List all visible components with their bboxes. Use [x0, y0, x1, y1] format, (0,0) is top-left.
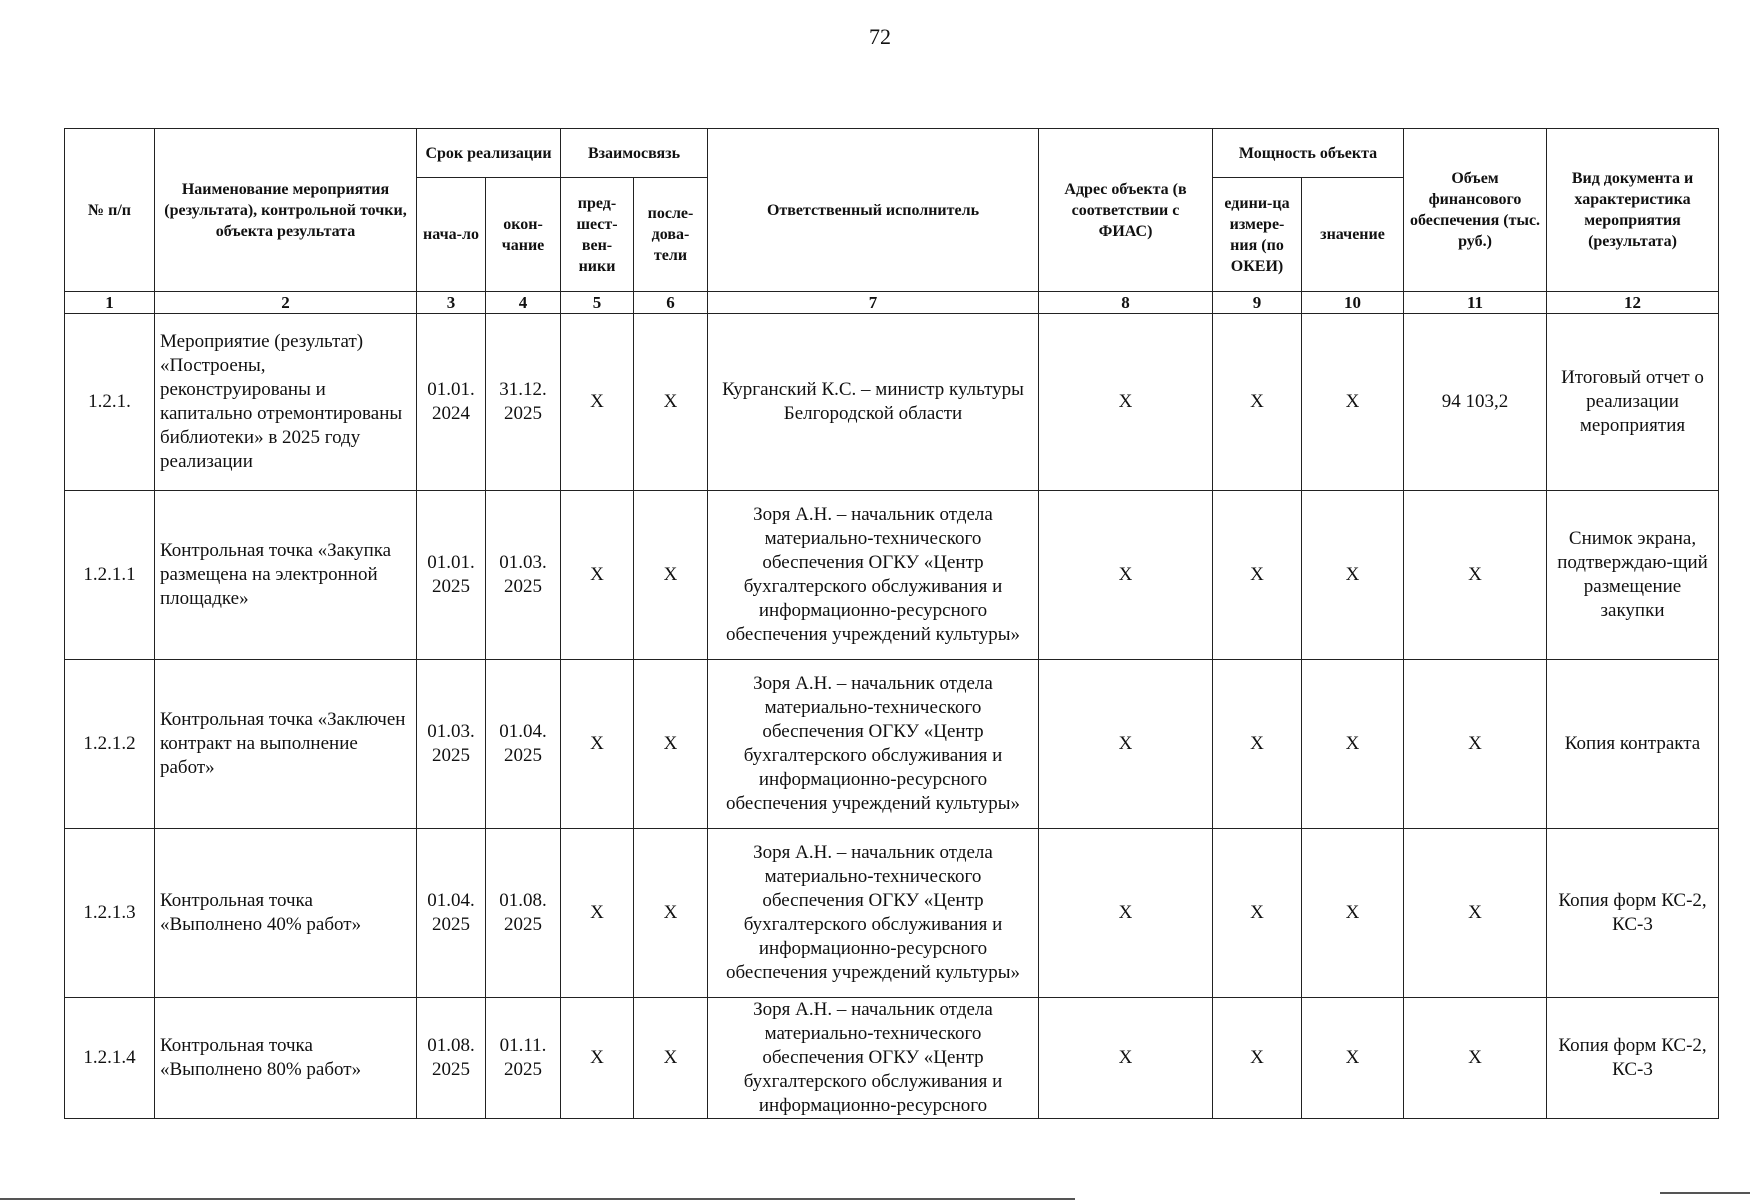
- header-address: Адрес объекта (в соответствии с ФИАС): [1039, 129, 1213, 292]
- column-number: 9: [1213, 292, 1302, 314]
- row-unit: X: [1213, 829, 1302, 998]
- row-finance: X: [1404, 829, 1547, 998]
- column-number: 5: [561, 292, 634, 314]
- row-num: 1.2.1.4: [65, 998, 155, 1119]
- header-term-end: окон-чание: [486, 178, 561, 292]
- row-name: Контрольная точка «Выполнено 40% работ»: [155, 829, 417, 998]
- row-next: X: [634, 660, 708, 829]
- row-doc: Копия форм КС-2, КС-3: [1547, 829, 1719, 998]
- row-doc: Копия контракта: [1547, 660, 1719, 829]
- header-capacity-group: Мощность объекта: [1213, 129, 1404, 178]
- row-unit: X: [1213, 660, 1302, 829]
- row-next: X: [634, 998, 708, 1119]
- row-start: 01.04. 2025: [417, 829, 486, 998]
- table-row: [65, 829, 1719, 998]
- column-number: 1: [65, 292, 155, 314]
- column-number: 4: [486, 292, 561, 314]
- row-value: X: [1302, 829, 1404, 998]
- row-value: X: [1302, 998, 1404, 1119]
- row-start: 01.01. 2025: [417, 491, 486, 660]
- header-doc: Вид документа и характеристика мероприятия (результата): [1547, 129, 1719, 292]
- row-executor: Зоря А.Н. – начальник отдела материально-технического обеспечения ОГКУ «Центр бухгалтерского обслуживания и информационно-ресурсного: [708, 998, 1039, 1119]
- header-term-start: нача-ло: [417, 178, 486, 292]
- row-num: 1.2.1.2: [65, 660, 155, 829]
- row-name: Контрольная точка «Заключен контракт на выполнение работ»: [155, 660, 417, 829]
- header-link-next: после-дова-тели: [634, 178, 708, 292]
- header-executor: Ответственный исполнитель: [708, 129, 1039, 292]
- row-executor: Зоря А.Н. – начальник отдела материально-технического обеспечения ОГКУ «Центр бухгалтерского обслуживания и информационно-ресурсного обеспечения учреждений культуры»: [708, 829, 1039, 998]
- row-executor: Зоря А.Н. – начальник отдела материально-технического обеспечения ОГКУ «Центр бухгалтерского обслуживания и информационно-ресурсного обеспечения учреждений культуры»: [708, 491, 1039, 660]
- row-num: 1.2.1.3: [65, 829, 155, 998]
- header-finance: Объем финансового обеспечения (тыс. руб.): [1404, 129, 1547, 292]
- row-executor: Зоря А.Н. – начальник отдела материально-технического обеспечения ОГКУ «Центр бухгалтерского обслуживания и информационно-ресурсного обеспечения учреждений культуры»: [708, 660, 1039, 829]
- row-start: 01.03. 2025: [417, 660, 486, 829]
- row-doc: Копия форм КС-2, КС-3: [1547, 998, 1719, 1119]
- row-end: 01.08. 2025: [486, 829, 561, 998]
- row-value: X: [1302, 491, 1404, 660]
- plan-table: [64, 128, 1719, 1119]
- row-unit: X: [1213, 314, 1302, 491]
- row-start: 01.08. 2025: [417, 998, 486, 1119]
- header-name: Наименование мероприятия (результата), контрольной точки, объекта результата: [155, 129, 417, 292]
- table-header: [65, 129, 1719, 314]
- header-capacity-unit: едини-ца измере-ния (по ОКЕИ): [1213, 178, 1302, 292]
- header-capacity-value: значение: [1302, 178, 1404, 292]
- row-finance: X: [1404, 491, 1547, 660]
- row-doc: Итоговый отчет о реализации мероприятия: [1547, 314, 1719, 491]
- row-name: Мероприятие (результат) «Построены, реконструированы и капитально отремонтированы библиотеки» в 2025 году реализации: [155, 314, 417, 491]
- row-end: 31.12. 2025: [486, 314, 561, 491]
- row-next: X: [634, 829, 708, 998]
- row-end: 01.11. 2025: [486, 998, 561, 1119]
- table-row: [65, 491, 1719, 660]
- row-address: X: [1039, 829, 1213, 998]
- row-executor: Курганский К.С. – министр культуры Белгородской области: [708, 314, 1039, 491]
- row-address: X: [1039, 660, 1213, 829]
- row-address: X: [1039, 314, 1213, 491]
- row-end: 01.03. 2025: [486, 491, 561, 660]
- header-num: № п/п: [65, 129, 155, 292]
- column-number: 3: [417, 292, 486, 314]
- row-num: 1.2.1.: [65, 314, 155, 491]
- row-unit: X: [1213, 491, 1302, 660]
- row-prev: X: [561, 998, 634, 1119]
- header-link-group: Взаимосвязь: [561, 129, 708, 178]
- row-address: X: [1039, 998, 1213, 1119]
- table-row: [65, 998, 1719, 1119]
- row-prev: X: [561, 491, 634, 660]
- column-numbers-row: [65, 292, 1719, 314]
- row-doc: Снимок экрана, подтверждаю-щий размещение закупки: [1547, 491, 1719, 660]
- column-number: 7: [708, 292, 1039, 314]
- row-next: X: [634, 314, 708, 491]
- row-finance: 94 103,2: [1404, 314, 1547, 491]
- row-prev: X: [561, 829, 634, 998]
- scan-edge-line: [1660, 1192, 1750, 1194]
- table-body: [65, 314, 1719, 1119]
- row-end: 01.04. 2025: [486, 660, 561, 829]
- column-number: 8: [1039, 292, 1213, 314]
- header-link-prev: пред-шест-вен-ники: [561, 178, 634, 292]
- row-prev: X: [561, 314, 634, 491]
- column-number: 10: [1302, 292, 1404, 314]
- row-value: X: [1302, 314, 1404, 491]
- column-number: 11: [1404, 292, 1547, 314]
- table-row: [65, 314, 1719, 491]
- page-number: 72: [869, 24, 891, 49]
- row-value: X: [1302, 660, 1404, 829]
- column-number: 2: [155, 292, 417, 314]
- row-prev: X: [561, 660, 634, 829]
- header-term-group: Срок реализации: [417, 129, 561, 178]
- row-name: Контрольная точка «Закупка размещена на электронной площадке»: [155, 491, 417, 660]
- row-finance: X: [1404, 660, 1547, 829]
- row-next: X: [634, 491, 708, 660]
- row-address: X: [1039, 491, 1213, 660]
- column-number: 12: [1547, 292, 1719, 314]
- row-name: Контрольная точка «Выполнено 80% работ»: [155, 998, 417, 1119]
- row-num: 1.2.1.1: [65, 491, 155, 660]
- row-unit: X: [1213, 998, 1302, 1119]
- row-start: 01.01. 2024: [417, 314, 486, 491]
- row-finance: X: [1404, 998, 1547, 1119]
- column-number: 6: [634, 292, 708, 314]
- table-row: [65, 660, 1719, 829]
